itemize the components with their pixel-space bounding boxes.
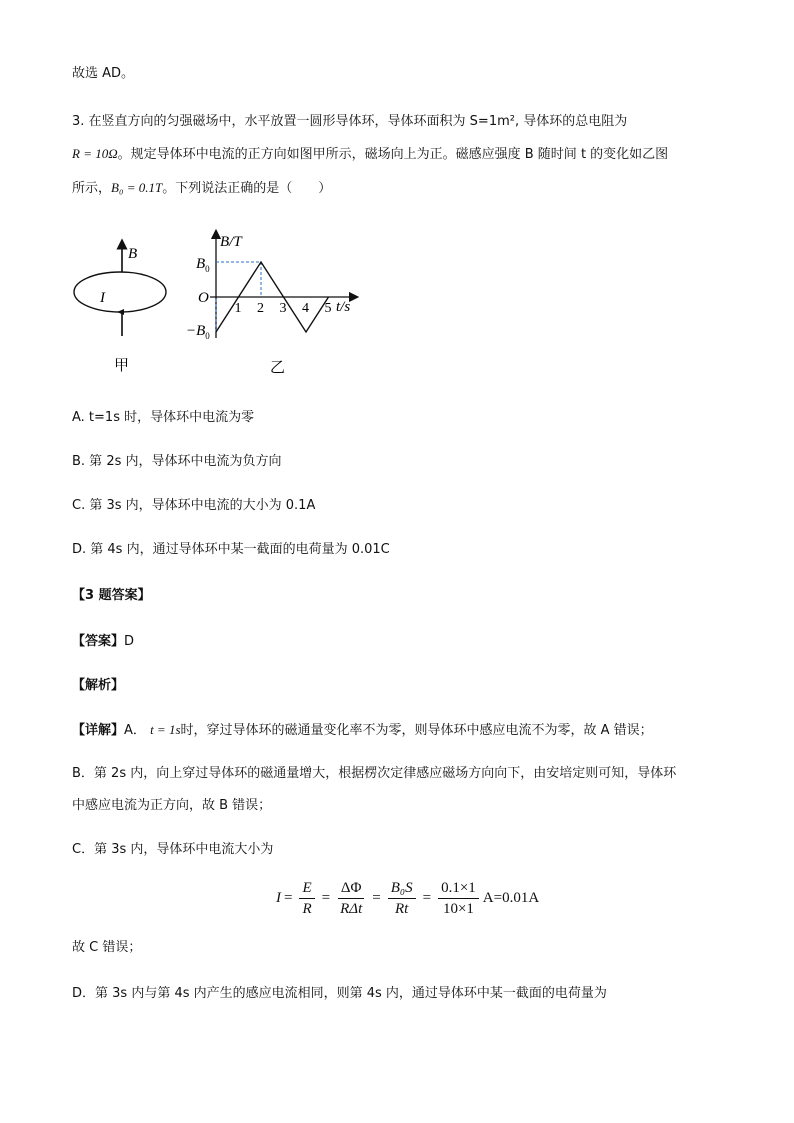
option-c: C. 第 3s 内，导体环中电流的大小为 0.1A <box>72 498 316 513</box>
b0-formula: B₀ = 0.1T <box>111 180 163 195</box>
analysis-tag: 【解析】 <box>72 678 125 693</box>
current-formula: I = $\frac{E}{R}$ = $\frac{\Delta\Phi}{\text{RΔt}}$ = $\frac{\text{B₀S}}{Rt}$ = $\frac{0.1\times 1}{10\times 1}$ A=0.01A <box>276 879 540 917</box>
option-b: B. 第 2s 内，导体环中电流为负方向 <box>72 454 282 469</box>
question-line-2 <box>72 144 668 165</box>
jia-caption: 甲 <box>114 358 130 374</box>
x-tick-label: 1 <box>234 301 242 316</box>
answer-line <box>72 632 134 652</box>
detail-b-line-1: B．第 2s 内，向上穿过导体环的磁通量增大，根据楞次定律感应磁场方向向下，由安培定则可知，导体环 <box>72 766 677 781</box>
resistance-formula: R = 10Ω <box>72 146 118 161</box>
answer-tag: 【答案】 <box>72 634 125 649</box>
detail-a-line: 【详解】A． t = 1s时，穿过导体环的磁通量变化率不为零，则导体环中感应电流不为零，故 A 错误； <box>72 722 653 738</box>
figure-jia <box>66 236 178 376</box>
x-tick-label: 2 <box>257 301 264 316</box>
figure-yi-chart <box>186 228 366 378</box>
option-a: A. t=1s 时，导体环中电流为零 <box>72 410 255 425</box>
section-tag: 【3 题答案】 <box>72 588 151 603</box>
yi-caption: 乙 <box>270 360 286 376</box>
x-tick-label: 3 <box>279 301 287 316</box>
detail-c-conclusion: 故 C 错误； <box>72 940 142 955</box>
detail-b-line-2: 中感应电流为正方向，故 B 错误； <box>72 798 272 813</box>
conducting-ring <box>74 272 166 312</box>
neg-b0-label: $-B_0$ <box>186 323 210 341</box>
question-line-3 <box>72 178 331 199</box>
origin-label: O <box>198 290 209 306</box>
question-line-1: 3. 在竖直方向的匀强磁场中，水平放置一圆形导体环，导体环面积为 S=1m², 导体环的总电阻为 <box>72 114 628 129</box>
detail-c-line: C．第 3s 内，导体环中电流大小为 <box>72 842 274 857</box>
answer-value: D <box>124 634 135 649</box>
b-label: B <box>128 246 138 262</box>
question-line-3-text: 。下列说法正确的是（ ） <box>162 181 332 196</box>
intro-line: 故选 AD。 <box>72 66 135 81</box>
detail-d-line: D．第 3s 内与第 4s 内产生的感应电流相同，则第 4s 内，通过导体环中某一截面的电荷量为 <box>72 986 607 1001</box>
detail-tag: 【详解】 <box>72 723 125 738</box>
b0-label: $B_0$ <box>196 256 210 274</box>
question-line-3-prefix: 所示， <box>72 181 112 196</box>
x-tick-label: 5 <box>324 301 332 316</box>
option-d: D. 第 4s 内，通过导体环中某一截面的电荷量为 0.01C <box>72 542 390 557</box>
question-line-2-text: 。规定导体环中电流的正方向如图甲所示，磁场向上为正。磁感应强度 B 随时间 t 的变化如乙图 <box>117 147 669 162</box>
i-label: I <box>100 290 105 306</box>
x-tick-label: 4 <box>302 301 309 316</box>
x-axis-label: t/s <box>336 299 351 315</box>
y-axis-label: B/T <box>220 234 242 250</box>
